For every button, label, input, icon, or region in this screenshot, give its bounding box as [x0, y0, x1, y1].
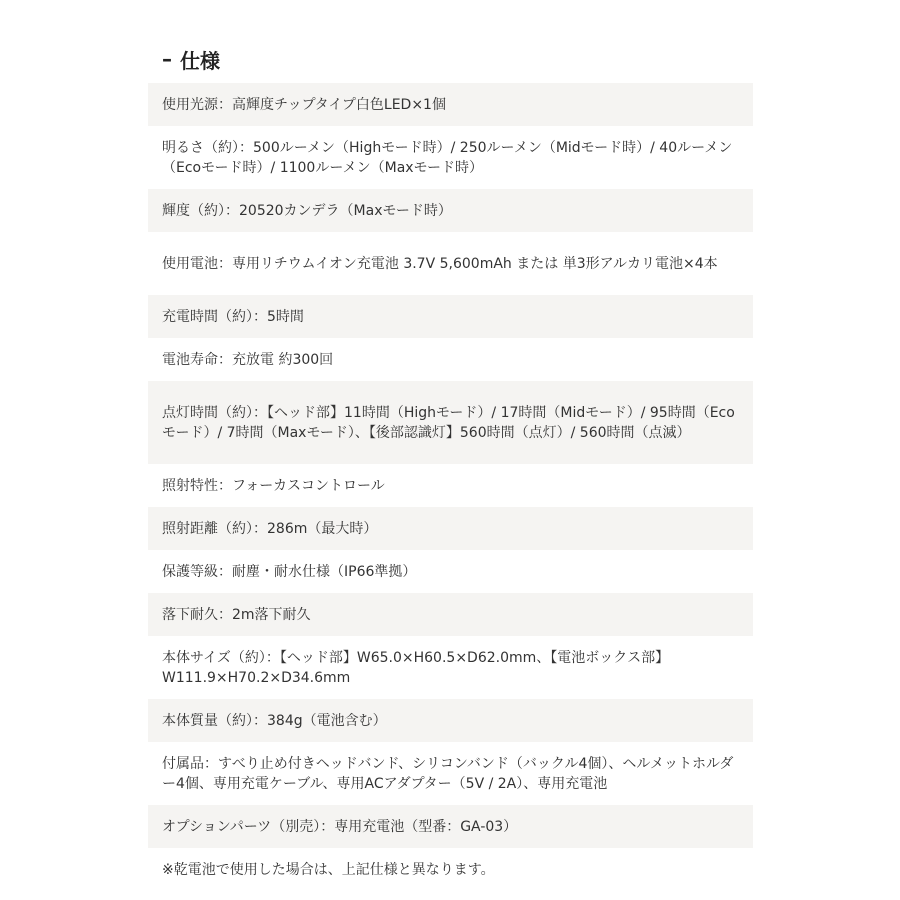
heading-dash: –: [162, 47, 172, 71]
spec-row-drop-test: [148, 593, 753, 636]
spec-row-charge-time: [148, 295, 753, 338]
spec-text: 使用電池：専用リチウムイオン充電池 3.7V 5,600mAh または 単3形アルカリ電池×4本: [162, 255, 718, 272]
spec-text: 本体サイズ（約）：【ヘッド部】W65.0×H60.5×D62.0mm、【電池ボックス部】W111.9×H70.2×D34.6mm: [162, 649, 670, 686]
spec-text: 照射特性：フォーカスコントロール: [162, 477, 385, 494]
spec-row-light-source: [148, 83, 753, 126]
spec-text: 明るさ（約）：500ルーメン（Highモード時）/ 250ルーメン（Midモード時）/ 40ルーメン（Ecoモード時）/ 1100ルーメン（Maxモード時）: [162, 139, 733, 176]
spec-text: 付属品：すべり止め付きヘッドバンド、シリコンバンド（バックル4個）、ヘルメットホルダー4個、専用充電ケーブル、専用ACアダプター（5V / 2A）、専用充電池: [162, 755, 734, 792]
spec-row-beam-distance: [148, 507, 753, 550]
spec-row-luminance: [148, 189, 753, 232]
spec-text: 点灯時間（約）：【ヘッド部】11時間（Highモード）/ 17時間（Midモード）/ 95時間（Ecoモード）/ 7時間（Maxモード）、【後部認識灯】560時間（点灯）/ 560時間（点滅）: [162, 404, 735, 441]
spec-section: [148, 40, 753, 891]
spec-row-protection: [148, 550, 753, 593]
spec-text: 使用光源：高輝度チップタイプ白色LED×1個: [162, 96, 446, 113]
spec-text: 充電時間（約）：5時間: [162, 308, 304, 325]
spec-text: 輝度（約）：20520カンデラ（Maxモード時）: [162, 202, 452, 219]
spec-row-brightness: [148, 126, 753, 189]
spec-row-accessories: [148, 742, 753, 805]
spec-row-beam-type: [148, 464, 753, 507]
spec-row-size: [148, 636, 753, 699]
spec-row-weight: [148, 699, 753, 742]
spec-text: 本体質量（約）：384g（電池含む）: [162, 712, 387, 729]
heading-title: 仕様: [180, 48, 220, 73]
spec-row-runtime: [148, 381, 753, 464]
section-heading: [148, 40, 753, 78]
spec-row-options: [148, 805, 753, 848]
spec-row-battery: [148, 232, 753, 295]
spec-row-battery-life: [148, 338, 753, 381]
spec-text: ※乾電池で使用した場合は、上記仕様と異なります。: [162, 861, 495, 878]
spec-text: 落下耐久：2m落下耐久: [162, 606, 311, 623]
spec-text: 電池寿命：充放電 約300回: [162, 351, 334, 368]
spec-row-note: [148, 848, 753, 891]
spec-text: 照射距離（約）：286m（最大時）: [162, 520, 378, 537]
spec-text: オプションパーツ（別売）：専用充電池（型番：GA-03）: [162, 818, 518, 835]
spec-list: [148, 83, 753, 891]
spec-text: 保護等級：耐塵・耐水仕様（IP66準拠）: [162, 563, 417, 580]
